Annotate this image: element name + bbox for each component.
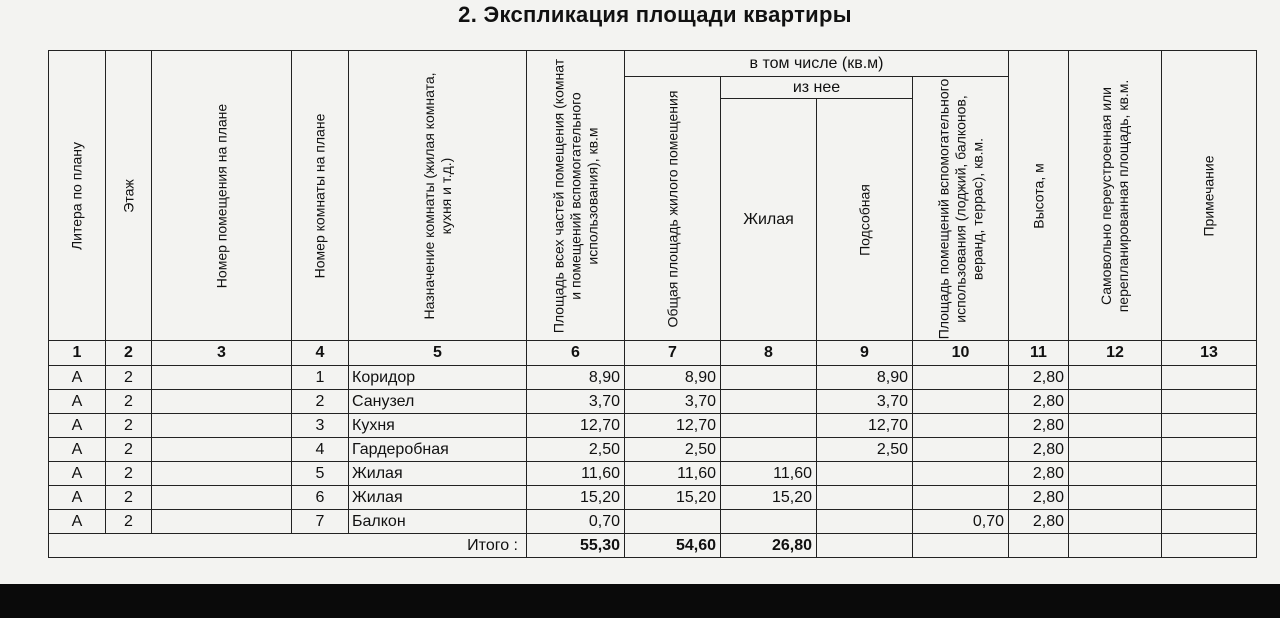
cell-premise-number <box>152 486 292 510</box>
cell-height: 2,80 <box>1009 486 1069 510</box>
cell-height: 2,80 <box>1009 510 1069 534</box>
column-number-row <box>49 341 1257 366</box>
table-row <box>49 390 1257 414</box>
header-auxiliary: Подсобная <box>817 99 913 341</box>
cell-note <box>1162 510 1257 534</box>
header-room-number: Номер комнаты на плане <box>292 51 349 341</box>
cell-balcony <box>913 462 1009 486</box>
cell-floor: 2 <box>106 414 152 438</box>
totals-empty <box>1162 534 1257 558</box>
table-row <box>49 438 1257 462</box>
column-number: 9 <box>817 341 913 366</box>
table-row <box>49 414 1257 438</box>
column-number: 8 <box>721 341 817 366</box>
totals-living: 26,80 <box>721 534 817 558</box>
cell-auxiliary <box>817 486 913 510</box>
cell-premise-number <box>152 414 292 438</box>
header-total-living-premise: Общая площадь жилого помещения <box>625 77 721 341</box>
cell-floor: 2 <box>106 438 152 462</box>
document-title: 2. Экспликация площади квартиры <box>458 2 852 27</box>
cell-floor: 2 <box>106 366 152 390</box>
column-number: 1 <box>49 341 106 366</box>
column-number: 11 <box>1009 341 1069 366</box>
cell-room-number: 1 <box>292 366 349 390</box>
cell-total-living-premise: 15,20 <box>625 486 721 510</box>
cell-total-all: 2,50 <box>527 438 625 462</box>
cell-total-living-premise: 2,50 <box>625 438 721 462</box>
cell-living: 15,20 <box>721 486 817 510</box>
cell-purpose: Жилая <box>349 462 527 486</box>
header-note: Примечание <box>1162 51 1257 341</box>
cell-note <box>1162 462 1257 486</box>
header-total-all-parts: Площадь всех частей помещения (комнат и помещений вспомогательного использования), кв.м <box>527 51 625 341</box>
column-number: 2 <box>106 341 152 366</box>
cell-total-living-premise: 12,70 <box>625 414 721 438</box>
header-height: Высота, м <box>1009 51 1069 341</box>
cell-auxiliary: 8,90 <box>817 366 913 390</box>
header-premise-number: Номер помещения на плане <box>152 51 292 341</box>
cell-unauthorized <box>1069 486 1162 510</box>
cell-floor: 2 <box>106 390 152 414</box>
column-number: 7 <box>625 341 721 366</box>
totals-empty <box>1069 534 1162 558</box>
cell-note <box>1162 414 1257 438</box>
cell-litera: А <box>49 486 106 510</box>
table-row <box>49 510 1257 534</box>
cell-purpose: Коридор <box>349 366 527 390</box>
cell-living: 11,60 <box>721 462 817 486</box>
cell-living <box>721 366 817 390</box>
column-number: 3 <box>152 341 292 366</box>
header-row-1 <box>49 51 1257 77</box>
table-body <box>49 366 1257 534</box>
cell-total-all: 0,70 <box>527 510 625 534</box>
cell-floor: 2 <box>106 462 152 486</box>
cell-balcony <box>913 414 1009 438</box>
cell-purpose: Гардеробная <box>349 438 527 462</box>
header-floor: Этаж <box>106 51 152 341</box>
totals-total-all: 55,30 <box>527 534 625 558</box>
cell-height: 2,80 <box>1009 462 1069 486</box>
cell-total-living-premise: 8,90 <box>625 366 721 390</box>
table-row <box>49 462 1257 486</box>
header-including-group: в том числе (кв.м) <box>625 51 1009 77</box>
totals-living-premise: 54,60 <box>625 534 721 558</box>
cell-litera: А <box>49 414 106 438</box>
cell-litera: А <box>49 366 106 390</box>
cell-premise-number <box>152 438 292 462</box>
cell-balcony: 0,70 <box>913 510 1009 534</box>
table-row <box>49 486 1257 510</box>
cell-auxiliary: 12,70 <box>817 414 913 438</box>
cell-auxiliary: 3,70 <box>817 390 913 414</box>
cell-living <box>721 510 817 534</box>
cell-living <box>721 414 817 438</box>
totals-label: Итого : <box>49 534 527 558</box>
header-living: Жилая <box>721 99 817 341</box>
header-balcony-area: Площадь помещений вспомогательного использования (лоджий, балконов, веранд, террас), кв.м. <box>913 77 1009 341</box>
cell-purpose: Санузел <box>349 390 527 414</box>
table-row <box>49 366 1257 390</box>
cell-height: 2,80 <box>1009 390 1069 414</box>
cell-auxiliary: 2,50 <box>817 438 913 462</box>
cell-height: 2,80 <box>1009 366 1069 390</box>
cell-height: 2,80 <box>1009 438 1069 462</box>
cell-room-number: 7 <box>292 510 349 534</box>
cell-living <box>721 438 817 462</box>
cell-room-number: 3 <box>292 414 349 438</box>
cell-premise-number <box>152 390 292 414</box>
cell-note <box>1162 438 1257 462</box>
cell-purpose: Жилая <box>349 486 527 510</box>
cell-purpose: Балкон <box>349 510 527 534</box>
cell-unauthorized <box>1069 390 1162 414</box>
column-number: 10 <box>913 341 1009 366</box>
cell-unauthorized <box>1069 414 1162 438</box>
column-number: 5 <box>349 341 527 366</box>
cell-total-all: 3,70 <box>527 390 625 414</box>
cell-floor: 2 <box>106 510 152 534</box>
cell-room-number: 5 <box>292 462 349 486</box>
totals-row <box>49 534 1257 558</box>
cell-living <box>721 390 817 414</box>
cell-premise-number <box>152 462 292 486</box>
cell-premise-number <box>152 366 292 390</box>
cell-premise-number <box>152 510 292 534</box>
cell-litera: А <box>49 510 106 534</box>
cell-height: 2,80 <box>1009 414 1069 438</box>
header-of-which: из нее <box>721 77 913 99</box>
cell-room-number: 2 <box>292 390 349 414</box>
cell-litera: А <box>49 462 106 486</box>
header-unauthorized-area: Самовольно переустроенная или перепланированная площадь, кв.м. <box>1069 51 1162 341</box>
cell-note <box>1162 366 1257 390</box>
bottom-black-bar <box>0 584 1280 618</box>
cell-auxiliary <box>817 462 913 486</box>
column-number: 13 <box>1162 341 1257 366</box>
explication-table <box>48 50 1257 558</box>
cell-total-living-premise <box>625 510 721 534</box>
cell-balcony <box>913 390 1009 414</box>
cell-balcony <box>913 438 1009 462</box>
cell-total-living-premise: 3,70 <box>625 390 721 414</box>
cell-total-all: 12,70 <box>527 414 625 438</box>
cell-auxiliary <box>817 510 913 534</box>
cell-unauthorized <box>1069 438 1162 462</box>
cell-balcony <box>913 366 1009 390</box>
cell-unauthorized <box>1069 510 1162 534</box>
header-room-purpose: Назначение комнаты (жилая комната, кухня и т.д.) <box>349 51 527 341</box>
column-number: 12 <box>1069 341 1162 366</box>
cell-unauthorized <box>1069 462 1162 486</box>
column-number: 6 <box>527 341 625 366</box>
totals-empty <box>1009 534 1069 558</box>
cell-note <box>1162 390 1257 414</box>
column-number: 4 <box>292 341 349 366</box>
cell-room-number: 4 <box>292 438 349 462</box>
cell-note <box>1162 486 1257 510</box>
cell-unauthorized <box>1069 366 1162 390</box>
totals-empty <box>817 534 913 558</box>
cell-purpose: Кухня <box>349 414 527 438</box>
cell-total-all: 8,90 <box>527 366 625 390</box>
cell-total-all: 11,60 <box>527 462 625 486</box>
cell-total-all: 15,20 <box>527 486 625 510</box>
cell-floor: 2 <box>106 486 152 510</box>
cell-litera: А <box>49 438 106 462</box>
cell-balcony <box>913 486 1009 510</box>
totals-empty <box>913 534 1009 558</box>
cell-litera: А <box>49 390 106 414</box>
cell-total-living-premise: 11,60 <box>625 462 721 486</box>
cell-room-number: 6 <box>292 486 349 510</box>
header-litera: Литера по плану <box>49 51 106 341</box>
